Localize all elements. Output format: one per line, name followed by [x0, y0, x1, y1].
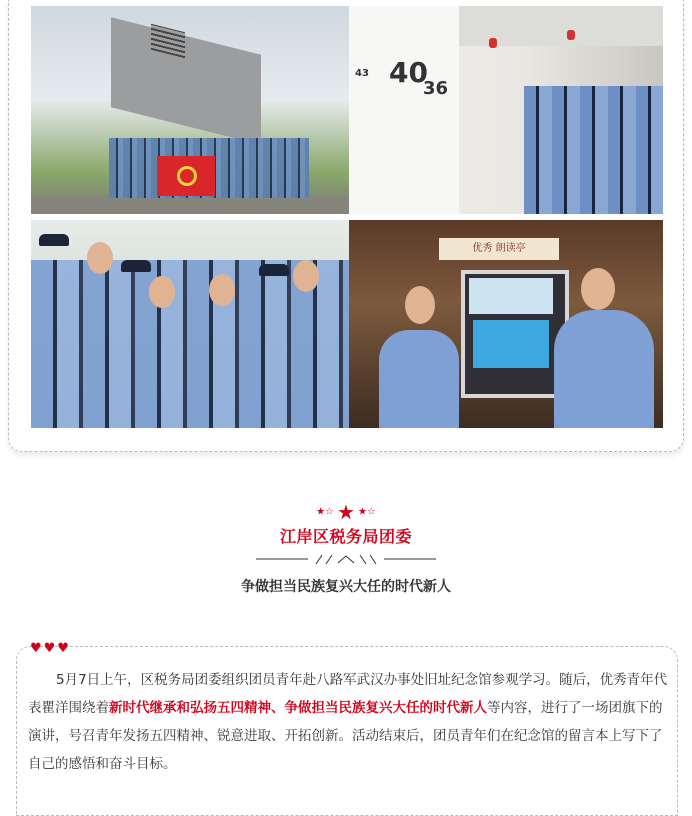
police-cap-icon [121, 260, 151, 272]
star-icon: ★☆ [357, 506, 376, 518]
article-text: 等内容，进行了一场团旗下的演讲，号召青年发扬五四精神、锐意进取、开拓创新。活动结束后，团员青年们在纪念馆的留言本上写下了自己的感悟和奋斗目标。 [28, 700, 663, 772]
section-subtitle: 争做担当民族复兴大任的时代新人 [241, 579, 451, 595]
article-paragraph [28, 666, 668, 778]
face [293, 260, 319, 292]
officers-visiting [524, 86, 663, 214]
article-highlight: 新时代继承和弘扬五四精神、争做担当民族复兴大任的时代新人 [109, 700, 487, 716]
wall-number: 36 [423, 78, 449, 99]
title-divider [256, 552, 436, 566]
photo-kiosk[interactable] [349, 220, 663, 428]
memorial-building [111, 17, 261, 144]
face [87, 242, 113, 274]
star-decoration [0, 500, 692, 524]
star-icon: ★☆ [316, 506, 335, 518]
article-text: 5月7日上午，区税务局团委组织团员青年赴八路军武汉办事处旧址纪念馆参观学习。随后，优秀青年代表瞿洋围绕着 [28, 672, 668, 716]
exhibit-wall [349, 6, 459, 214]
face [405, 286, 435, 324]
photo-card [8, 0, 684, 452]
booth-sign-text: 优秀 朗读亭 [472, 243, 526, 254]
star-icon: ★ [337, 500, 355, 524]
officer-female [379, 330, 459, 428]
wall-number: 40 [389, 56, 428, 89]
section-title: 江岸区税务局团委 [279, 527, 412, 546]
photo-exhibit-hall[interactable] [349, 6, 663, 214]
red-lantern-icon [489, 38, 497, 48]
face [209, 274, 235, 306]
photo-group-building[interactable] [31, 6, 349, 214]
officer-male [554, 310, 654, 428]
face [149, 276, 175, 308]
wall-number: 43 [355, 68, 369, 79]
heart-icon: ♥♥♥ [30, 641, 71, 656]
booth-sign [439, 238, 559, 260]
police-cap-icon [259, 264, 289, 276]
kiosk-panel [469, 278, 553, 314]
kiosk-screen [473, 320, 549, 368]
face [581, 268, 615, 310]
red-lantern-icon [567, 30, 575, 40]
ground [31, 196, 349, 214]
photo-listening[interactable] [31, 220, 349, 428]
police-cap-icon [39, 234, 69, 246]
league-flag [157, 156, 215, 196]
